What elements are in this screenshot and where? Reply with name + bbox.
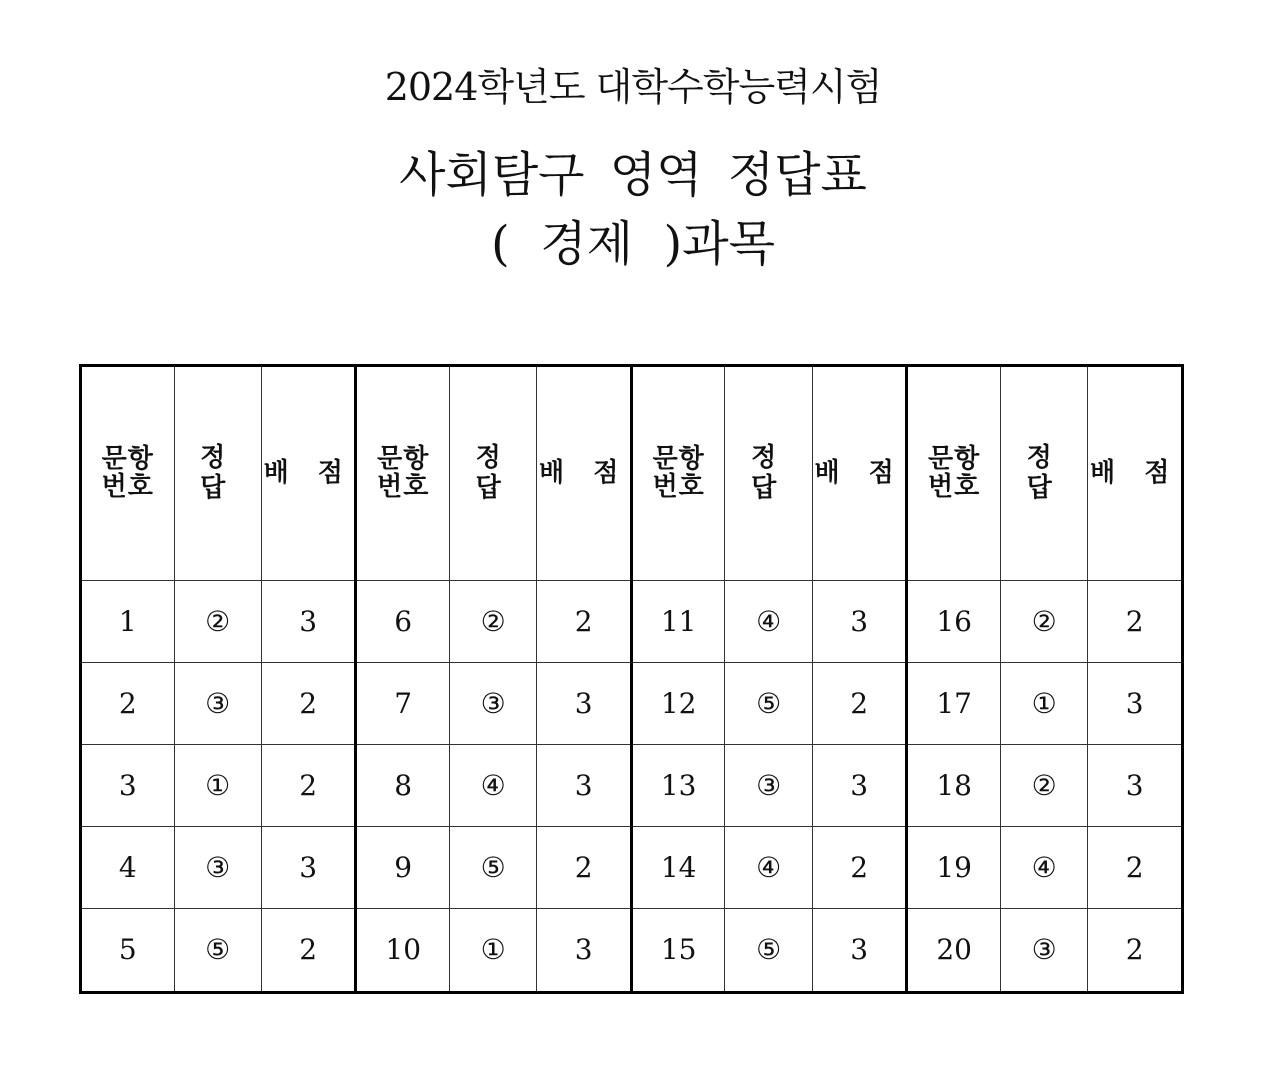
exam-title: 2024학년도 대학수학능력시험 — [384, 65, 882, 109]
question-number-header-line1: 문항 — [377, 444, 430, 475]
points-cell: 3 — [1088, 662, 1183, 744]
points-cell: 2 — [812, 826, 907, 908]
points-cell: 2 — [812, 662, 907, 744]
answer-cell: ④ — [725, 826, 812, 908]
points-cell: 3 — [812, 580, 907, 662]
answer-header — [1000, 366, 1087, 581]
question-number-header — [356, 366, 450, 581]
points-cell: 2 — [537, 826, 632, 908]
points-header-label: 배 점 — [1090, 458, 1180, 489]
answer-cell: ⑤ — [725, 908, 812, 992]
question-number-cell: 14 — [631, 826, 725, 908]
question-number-cell: 1 — [81, 580, 175, 662]
question-number-cell: 20 — [907, 908, 1001, 992]
question-number-cell: 19 — [907, 826, 1001, 908]
question-number-cell: 17 — [907, 662, 1001, 744]
points-header — [812, 366, 907, 581]
points-header — [537, 366, 632, 581]
answer-table — [79, 364, 1184, 994]
answer-header-label: 정 답 — [751, 443, 787, 504]
points-header-label: 배 점 — [539, 458, 629, 489]
answer-cell: ② — [174, 580, 261, 662]
points-header-label: 배 점 — [814, 458, 904, 489]
answer-header-label: 정 답 — [1026, 443, 1062, 504]
question-number-cell: 8 — [356, 744, 450, 826]
question-number-header-line2: 번호 — [928, 472, 981, 503]
question-number-cell: 7 — [356, 662, 450, 744]
points-cell: 2 — [261, 662, 356, 744]
question-number-cell: 4 — [81, 826, 175, 908]
answer-cell: ④ — [1000, 826, 1087, 908]
question-number-cell: 10 — [356, 908, 450, 992]
answer-header-label: 정 답 — [475, 443, 511, 504]
answer-cell: ⑤ — [174, 908, 261, 992]
answer-cell: ③ — [174, 826, 261, 908]
question-number-cell: 3 — [81, 744, 175, 826]
question-number-cell: 11 — [631, 580, 725, 662]
points-cell: 3 — [1088, 744, 1183, 826]
table-row — [81, 662, 1183, 744]
answer-cell: ④ — [725, 580, 812, 662]
subject-title: ( 경제 )과목 — [491, 216, 775, 272]
question-number-header — [907, 366, 1001, 581]
answer-cell: ③ — [174, 662, 261, 744]
points-cell: 3 — [261, 826, 356, 908]
question-number-header-line1: 문항 — [652, 444, 705, 475]
answer-cell: ④ — [449, 744, 536, 826]
question-number-cell: 15 — [631, 908, 725, 992]
points-header-label: 배 점 — [263, 458, 353, 489]
answer-cell: ⑤ — [725, 662, 812, 744]
answer-header — [449, 366, 536, 581]
question-number-cell: 18 — [907, 744, 1001, 826]
points-cell: 2 — [537, 580, 632, 662]
answer-cell: ② — [1000, 744, 1087, 826]
answer-cell: ① — [174, 744, 261, 826]
points-cell: 2 — [1088, 580, 1183, 662]
points-cell: 2 — [1088, 826, 1183, 908]
points-cell: 2 — [261, 744, 356, 826]
answer-cell: ① — [1000, 662, 1087, 744]
question-number-cell: 2 — [81, 662, 175, 744]
answer-header — [725, 366, 812, 581]
question-number-header-line1: 문항 — [928, 444, 981, 475]
answer-cell: ⑤ — [449, 826, 536, 908]
question-number-cell: 5 — [81, 908, 175, 992]
question-number-header — [631, 366, 725, 581]
question-number-cell: 6 — [356, 580, 450, 662]
points-cell: 3 — [812, 744, 907, 826]
answer-cell: ③ — [1000, 908, 1087, 992]
answer-cell: ② — [449, 580, 536, 662]
points-cell: 3 — [537, 744, 632, 826]
table-row — [81, 580, 1183, 662]
answer-sheet-title: 사회탐구 영역 정답표 — [399, 147, 867, 203]
question-number-header-line2: 번호 — [377, 472, 430, 503]
points-cell: 3 — [261, 580, 356, 662]
question-number-cell: 13 — [631, 744, 725, 826]
table-row — [81, 908, 1183, 992]
answer-header-label: 정 답 — [200, 443, 236, 504]
answer-cell: ① — [449, 908, 536, 992]
question-number-header-line2: 번호 — [101, 472, 154, 503]
points-header — [1088, 366, 1183, 581]
question-number-header — [81, 366, 175, 581]
table-row — [81, 744, 1183, 826]
header-row — [81, 366, 1183, 581]
points-cell: 2 — [1088, 908, 1183, 992]
points-cell: 3 — [537, 908, 632, 992]
question-number-cell: 12 — [631, 662, 725, 744]
answer-cell: ③ — [449, 662, 536, 744]
table-row — [81, 826, 1183, 908]
question-number-header-line2: 번호 — [652, 472, 705, 503]
question-number-cell: 9 — [356, 826, 450, 908]
points-cell: 3 — [537, 662, 632, 744]
question-number-header-line1: 문항 — [101, 444, 154, 475]
answer-cell: ③ — [725, 744, 812, 826]
answer-header — [174, 366, 261, 581]
question-number-cell: 16 — [907, 580, 1001, 662]
points-header — [261, 366, 356, 581]
answer-cell: ② — [1000, 580, 1087, 662]
points-cell: 2 — [261, 908, 356, 992]
points-cell: 3 — [812, 908, 907, 992]
